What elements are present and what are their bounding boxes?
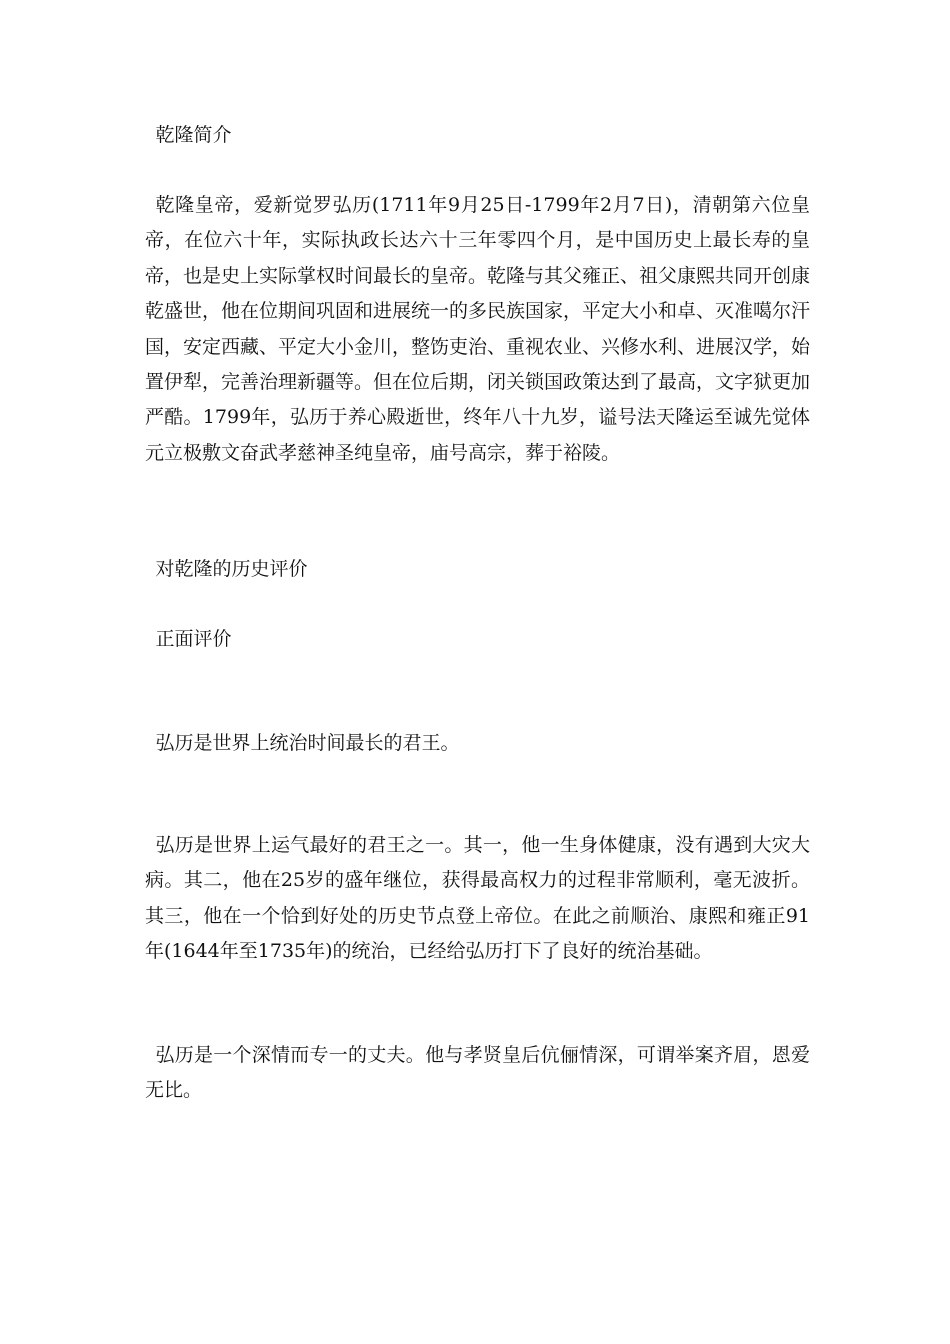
paragraph-good-fortune: 弘历是世界上运气最好的君王之一。其一，他一生身体健康，没有遇到大灾大病。其二，他在25岁的盛年继位，获得最高权力的过程非常顺利，毫无波折。其三，他在一个恰到好处的历史节点登上帝位。在此之前顺治、康熙和雍正91年(1644年至1735年)的统治，已经给弘历打下了良好的统治基础。 bbox=[145, 834, 810, 963]
heading-historical-evaluation: 对乾隆的历史评价 bbox=[155, 558, 308, 580]
paragraph-longest-reign: 弘历是世界上统治时间最长的君王。 bbox=[155, 732, 460, 754]
intro-paragraph: 乾隆皇帝，爱新觉罗弘历(1711年9月25日-1799年2月7日)，清朝第六位皇帝，在位六十年，实际执政长达六十三年零四个月，是中国历史上最长寿的皇帝，也是史上实际掌权时间最长的皇帝。乾隆与其父雍正、祖父康熙共同开创康乾盛世，他在位期间巩固和进展统一的多民族国家，平定大小和卓、灭准噶尔汗国，安定西藏、平定大小金川，整饬吏治、重视农业、兴修水利、进展汉学，始置伊犁，完善治理新疆等。但在位后期，闭关锁国政策达到了最高，文字狱更加严酷。1799年，弘历于养心殿逝世，终年八十九岁，谥号法天隆运至诚先觉体元立极敷文奋武孝慈神圣纯皇帝，庙号高宗，葬于裕陵。 bbox=[145, 194, 811, 464]
paragraph-devoted-husband: 弘历是一个深情而专一的丈夫。他与孝贤皇后伉俪情深，可谓举案齐眉，恩爱无比。 bbox=[145, 1044, 810, 1102]
heading-positive-evaluation: 正面评价 bbox=[155, 628, 232, 650]
heading-intro: 乾隆简介 bbox=[155, 124, 232, 146]
